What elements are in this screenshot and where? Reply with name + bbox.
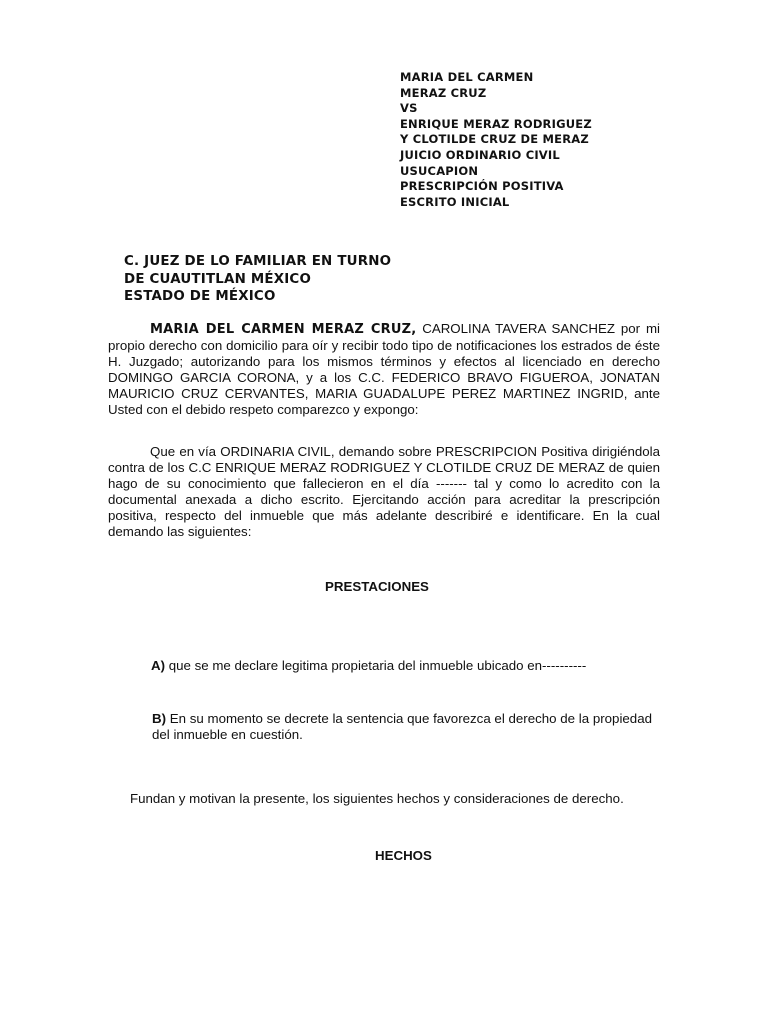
caption-line: MARIA DEL CARMEN	[400, 70, 534, 84]
caption-line: Y CLOTILDE CRUZ DE MERAZ	[400, 132, 589, 147]
addressee-line: C. JUEZ DE LO FAMILIAR EN TURNO	[124, 254, 392, 269]
prestaciones-heading: PRESTACIONES	[325, 579, 429, 594]
caption-line: PRESCRIPCIÓN POSITIVA	[400, 179, 564, 194]
caption-line: USUCAPION	[400, 163, 479, 178]
caption-line: VS	[400, 101, 418, 116]
intro-text: CAROLINA TAVERA SANCHEZ por mi propio derecho con domicilio para oír y recibir todo tipo de notificaciones los estrados de éste H. Juzgado; autorizando para los mismos términos y efectos al licenciado en derecho DOMINGO GARCIA CORONA, y a los C.C. FEDERICO BRAVO FIGUEROA, JONATAN MAURICIO CRUZ CERVANTES, MARIA GUADALUPE PEREZ MARTINEZ INGRID, ante Usted con el debido respeto comparezco y expongo:	[108, 321, 660, 417]
caption-line: ESCRITO INICIAL	[400, 194, 510, 209]
case-caption	[400, 70, 592, 210]
closing-text: Fundan y motivan la presente, los siguientes hechos y consideraciones de derecho.	[130, 791, 624, 806]
addressee-line: DE CUAUTITLAN MÉXICO	[124, 271, 312, 287]
closing-paragraph	[108, 791, 628, 808]
item-letter: B)	[152, 711, 167, 726]
hechos-heading: HECHOS	[375, 848, 432, 863]
prestacion-item-b	[152, 711, 652, 743]
demand-paragraph	[108, 444, 660, 539]
prestacion-item-a	[151, 658, 586, 674]
caption-line: MERAZ CRUZ	[400, 85, 487, 100]
demand-text: Que en vía ORDINARIA CIVIL, demando sobre PRESCRIPCION Positiva dirigiéndola contra de los C.C ENRIQUE MERAZ RODRIGUEZ Y CLOTILDE CRUZ DE MERAZ de quien hago de su conocimiento que fallecieron en el día ------- tal y como lo acredito con la documental anexada a dicho escrito. Ejercitando acción para acreditar la prescripción positiva, respecto del inmueble que más adelante describiré e identificare. En la cual demando las siguientes:	[108, 444, 660, 539]
intro-paragraph	[108, 321, 660, 417]
addressee-line: ESTADO DE MÉXICO	[124, 289, 276, 305]
item-letter: A)	[151, 658, 166, 673]
item-text: En su momento se decrete la sentencia que favorezca el derecho de la propiedad del inmueble en cuestión.	[152, 711, 652, 742]
court-addressee	[124, 253, 391, 306]
item-text: que se me declare legitima propietaria del inmueble ubicado en----------	[165, 658, 587, 673]
caption-line: ENRIQUE MERAZ RODRIGUEZ	[400, 116, 592, 131]
plaintiff-name: MARIA DEL CARMEN MERAZ CRUZ,	[150, 322, 417, 337]
caption-line: JUICIO ORDINARIO CIVIL	[400, 147, 560, 162]
